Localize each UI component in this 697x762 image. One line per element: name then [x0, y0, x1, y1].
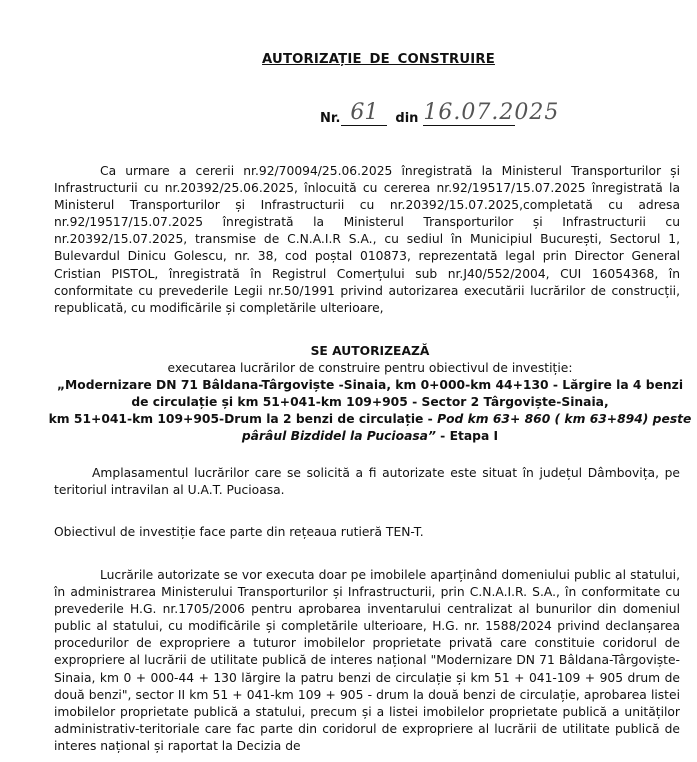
works-paragraph [54, 567, 680, 755]
project-bridge-2: pârâul Bizdidel la Pucioasa” [241, 429, 436, 444]
project-title [40, 377, 697, 445]
project-line-3-text: km 51+041-km 109+905-Drum la 2 benzi de circulație - [48, 412, 438, 427]
location-text: Amplasamentul lucrărilor care se solicită a fi autorizate este situat în județul Dâmbovița, pe teritoriul intravilan al U.A.T. Pucioasa. [54, 466, 680, 498]
project-line-1: „Modernizare DN 71 Bâldana-Târgoviște -Sinaia, km 0+000-km 44+130 - Lărgire la 4 benzi [56, 378, 684, 393]
authorization-section [40, 343, 697, 446]
authorization-number-line [320, 90, 560, 126]
location-paragraph [54, 465, 680, 499]
authorization-subheading: executarea lucrărilor de construire pentru obiectivul de investiție: [167, 361, 573, 376]
tent-text: Obiectivul de investiție face parte din rețeaua rutieră TEN-T. [54, 525, 424, 539]
intro-text: Ca urmare a cererii nr.92/70094/25.06.2025 înregistrată la Ministerul Transporturilor și Infrastructurii cu nr.20392/25.06.2025, înlocuită cu cererea nr.92/19517/15.07.2025 înregistrată la Ministerul Transporturilor și Infrastructurii cu nr.20392/15.07.2025,completată cu adresa nr.92/19517/15.07.2025 înregistrată la Ministerul Transporturilor și Infrastructurii cu nr.20392/15.07.2025, transmise de C.N.A.I.R S.A., cu sediul în Municipiul București, Sectorul 1, Bulevardul Dinicu Golescu, nr. 38, cod poștal 010873, reprezentată legal prin Director General Cristian PISTOL, înregistrată în Registrul Comerțului sub nr.J40/552/2004, CUI 16054368, în conformitate cu prevederile Legii nr.50/1991 privind autorizarea executării lucrărilor de construcții, republicată, cu modificările și completările ulterioare, [54, 164, 680, 315]
authorization-heading: SE AUTORIZEAZĂ [310, 344, 430, 358]
authorization-number: 61 [341, 101, 387, 126]
number-label: Nr. [320, 111, 341, 126]
project-bridge-1: Pod km 63+ 860 ( km 63+894) peste [437, 412, 692, 427]
tent-paragraph [54, 524, 680, 541]
date-label: din [395, 111, 419, 126]
project-line-4 [40, 428, 697, 445]
project-stage: - Etapa I [435, 429, 499, 444]
document-title: AUTORIZAȚIE DE CONSTRUIRE [262, 52, 495, 67]
project-line-2: de circulație și km 51+041-km 109+905 - Sector 2 Târgoviște-Sinaia, [131, 395, 609, 410]
intro-paragraph [54, 163, 680, 317]
project-line-3 [40, 411, 697, 428]
works-text: Lucrările autorizate se vor executa doar pe imobilele aparținând domeniului public al statului, în administrarea Ministerului Transporturilor și Infrastructurii, prin C.N.A.I.R. S.A., în conformitate cu prevederile H.G. nr.1705/2006 pentru aprobarea inventarului centralizat al bunurilor din domeniul public al statului, cu modificările și completările ulterioare, H.G. nr. 1588/2024 privind declanșarea procedurilor de expropriere a tuturor imobilelor proprietate privată care constituie coridorul de expropriere al lucrării de utilitate publică de interes național "Modernizare DN 71 Bâldana-Târgoviște-Sinaia, km 0 + 000-44 + 130 lărgire la patru benzi de circulație și km 51 + 041-109 + 905 drum de două benzi", sector II km 51 + 041-km 109 + 905 - drum la două benzi de circulație, aprobarea listei imobilelor proprietate publică a statului, precum și a listei imobilelor proprietate publică a unităților administrativ-teritoriale care fac parte din coridorul de expropriere al lucrării de utilitate publică de interes național și raportat la Decizia de [54, 568, 680, 753]
authorization-date: 16.07.2025 [423, 100, 560, 125]
